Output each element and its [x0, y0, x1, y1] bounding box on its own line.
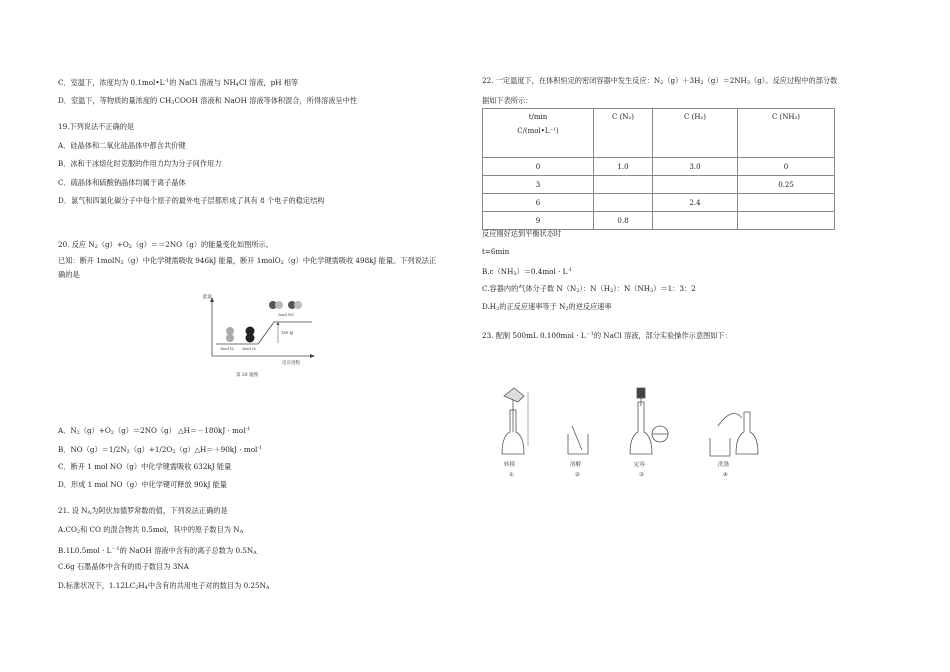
q20-option-a: A．$N_2(g)+O_2(g)=2NO(g)$ △H＝－180kJ · mol$^{-1}$	[58, 426, 251, 436]
y-axis-label: 能量	[203, 295, 212, 300]
svg-text:②: ②	[575, 472, 580, 478]
q22-title-cont: 据如下表所示：	[482, 96, 533, 105]
table-row: 0 1.0 3.0 0	[483, 158, 835, 176]
q23-title: 23. 配制 500mL $0.100mol \cdot L^{-1}$的 NaCl 溶液，部分实验操作示意图如下：	[482, 331, 732, 340]
q21-option-a: $A.CO_2$和 CO 的混合物共 0.5mol，其中的原子数目为 $N_A$	[58, 525, 244, 535]
x-axis-label: 反应进程	[282, 361, 300, 366]
q20-known: 已知：断开 1molN$_2$（g）中化学键需吸收 946kJ 能量，断开 1molO$_2$（g）中化学键需吸收 498kJ 能量。下列说法正	[58, 256, 437, 266]
o2-atom-bottom	[246, 334, 255, 343]
beaker-2	[568, 434, 588, 454]
q22-option-d: $D.H_2$的正反应速率等于 $N_2$的逆反应速率	[482, 302, 612, 312]
n2-atom-top	[226, 327, 234, 335]
table-header-nh3: C (NH₃)	[738, 109, 835, 158]
svg-text:④: ④	[723, 472, 728, 478]
flask-3	[630, 402, 652, 454]
q20-title: 20. 反应 $N_2(g)+O_2(g)==2NO(g)$的能量变化如图所示。	[58, 240, 273, 250]
dropper	[637, 388, 645, 398]
q22-option-b: $B.c(NH_3)=0.4mol \cdot L^{-1}$	[482, 267, 573, 277]
q20-option-d: D．形成 1 mol NO（g）中化学键可释放 90kJ 能量	[58, 480, 227, 489]
q22-option-a-1: 反应刚好达到平衡状态时	[482, 229, 562, 238]
q21-option-c: C.6g 石墨晶体中含有的质子数目为 3NA	[58, 562, 189, 571]
q19-option-b: B．冰和干冰熔化时克服的作用力均为分子间作用力	[58, 159, 222, 168]
beaker-pouring	[504, 388, 524, 402]
q19-option-a: A．硅晶体和二氧化硅晶体中都含共价键	[58, 141, 186, 150]
q18-option-c: C．室温下，浓度均为 $0.1mol•L^{-1}$的 NaCl 溶液与 $NH_4Cl$ 溶液，pH 相等	[58, 78, 299, 88]
label-no: 2mol NO	[278, 313, 294, 317]
q20-option-b: B．$NO(g)=1/2N_2(g)+1/2O_2(g)\triangle H=+90kJ \cdot mol^{-1}$	[58, 445, 263, 455]
svg-text:③: ③	[639, 472, 644, 478]
q22-option-c: C.容器内的气体分子数 $N(N_2)$：$N(H_2)$：$N(NH_3)=1$：3：2	[482, 284, 696, 294]
q21-option-b: $B.1L0.5mol \cdot L^{-1}$的 NaOH 溶液中含有的离子总数为 $0.5N_A$	[58, 546, 257, 556]
label-o2: 1mol O₂	[242, 347, 257, 351]
step2-label: 溶解	[570, 462, 582, 468]
solution-prep-diagram	[492, 386, 762, 480]
table-header-row	[483, 109, 835, 158]
figure-caption: 第 20 题图	[236, 373, 259, 378]
energy-diagram	[200, 292, 320, 382]
q20-known-cont: 确的是	[58, 270, 80, 279]
q21-title: 21. 设 $N_A$为阿伏加德罗常数的值，下列说法正确的是	[58, 506, 228, 516]
n2-atom-bottom	[226, 334, 234, 342]
q19-title: 19.下列说法不正确的是	[58, 122, 135, 131]
table-header-h2: C (H₂)	[653, 109, 738, 158]
step3-label: 定容	[634, 462, 646, 468]
delta-label: 180 kJ	[281, 330, 294, 335]
q18-option-d: D．室温下，等物质的量浓度的 $CH_3COOH$ 溶液和 NaOH 溶液等体积混合，所得溶液呈中性	[58, 96, 357, 106]
flask-4	[736, 412, 758, 454]
table-row: 6 2.4	[483, 194, 835, 212]
table-header-cell: t/min C/(mol•L⁻¹)	[483, 109, 594, 158]
svg-text:①: ①	[509, 472, 514, 478]
table-row: 3 0.25	[483, 176, 835, 194]
q19-option-d: D．氯气和四氯化碳分子中每个原子的最外电子层都形成了具有 8 个电子的稳定结构	[58, 196, 325, 205]
step1-label: 转移	[504, 462, 516, 468]
q22-title: 22. 一定温度下，在体积恒定的密闭容器中发生反应：$N_2(g)+3H_2(g)=2NH_3(g)$。反应过程中的部分数	[482, 76, 838, 86]
reaction-data-table	[482, 108, 835, 230]
q22-option-a-2: t=6min	[482, 247, 510, 256]
label-n2: 1mol N₂	[220, 347, 235, 351]
table-header-n2: C (N₂)	[594, 109, 653, 158]
beaker-4	[710, 438, 730, 456]
q21-option-d: D.标准状况下，$1.12LC_2H_4$中含有的共用电子对的数目为 $0.25N_A$	[58, 581, 270, 591]
step4-label: 洗涤	[718, 462, 730, 468]
q19-option-c: C．硫晶体和硫酸钠晶体均属于离子晶体	[58, 178, 186, 187]
table-row: 9 0.8	[483, 212, 835, 230]
q20-option-c: C．断开 1 mol NO（g）中化学键需吸收 632kJ 能量	[58, 462, 232, 471]
